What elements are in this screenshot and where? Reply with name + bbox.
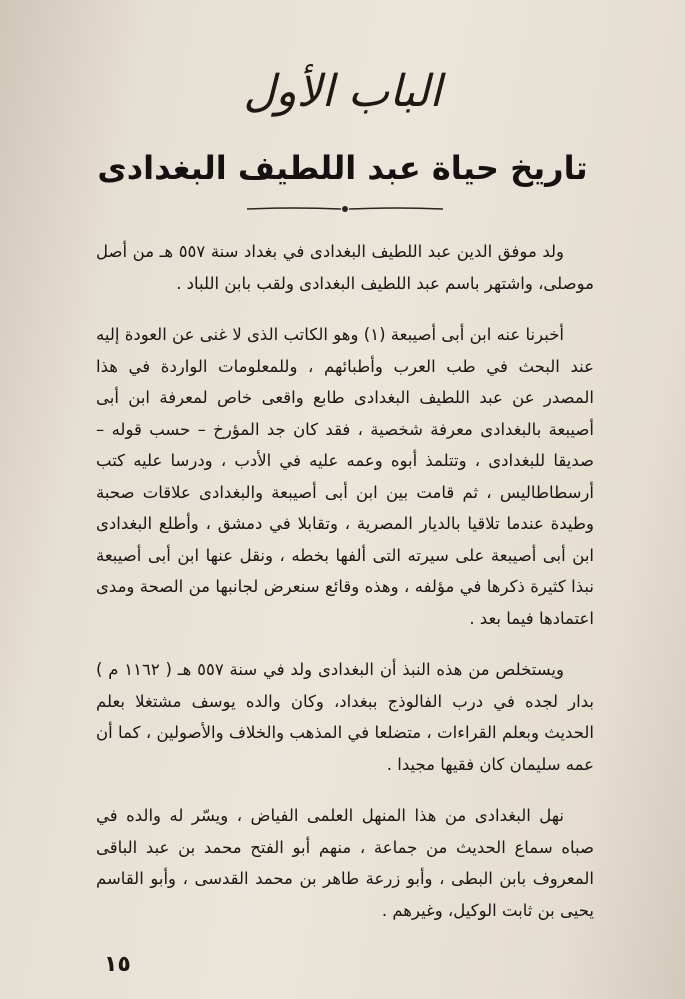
chapter-subtitle: تاريخ حياة عبد اللطيف البغدادى: [97, 149, 588, 187]
paragraph-2: أخبرنا عنه ابن أبى أصيبعة (١) وهو الكاتب الذى لا غنى عن العودة إليه عند البحث في طب العرب وأطبائهم ، وللمعلومات الواردة في هذا المصدر عن عبد اللطيف البغدادى طابع واقعى خاص لمعرفة ابن أبى أصيبعة بالبغدادى معرفة شخصية ، فقد كان جد المؤرخ – حسب قوله – صديقا للبغدادى ، وتتلمذ أبوه وعمه عليه في الأدب ، ودرسا عليه كتب أرسطاطاليس ، ثم قامت بين ابن أبى أصيبعة والبغدادى علاقات صحبة وطيدة عندما تلاقيا بالديار المصرية ، وتقابلا في دمشق ، وأطلع البغدادى ابن أبى أصيبعة على سيرته التى ألفها بخطه ، ونقل عنها ابن أبى أصيبعة نبذا كثيرة ذكرها في مؤلفه ، وهذه وقائع سنعرض لجانبها من الصحة ومدى اعتمادها فيما بعد .: [96, 325, 594, 628]
body-text: [96, 236, 594, 946]
paragraph-3: ويستخلص من هذه النبذ أن البغدادى ولد في سنة ٥٥٧ هـ ( ١١٦٢ م ) بدار لجده في درب الفالوذج ببغداد، وكان والده يوسف مشتغلا بعلم الحديث وبعلم القراءات ، متضلعا في المذهب والخلاف والأصولين ، كما أن عمه سليمان كان فقيها مجيدا .: [96, 660, 594, 774]
page-number: ١٥: [104, 952, 131, 977]
ornament-divider: [245, 204, 445, 214]
paragraph-1: ولد موفق الدين عبد اللطيف البغدادى في بغداد سنة ٥٥٧ هـ من أصل موصلى، واشتهر باسم عبد اللطيف البغدادى ولقب بابن اللباد .: [96, 242, 594, 293]
chapter-title: الباب الأول: [243, 66, 442, 117]
paragraph-4: نهل البغدادى من هذا المنهل العلمى الفياض ، ويسّر له والده في صباه سماع الحديث من جماعة ، منهم أبو الفتح محمد بن عبد الباقى المعروف بابن البطى ، وأبو زرعة طاهر بن محمد القدسى ، وأبو القاسم يحيى بن ثابت الوكيل، وغيرهم .: [96, 806, 594, 920]
